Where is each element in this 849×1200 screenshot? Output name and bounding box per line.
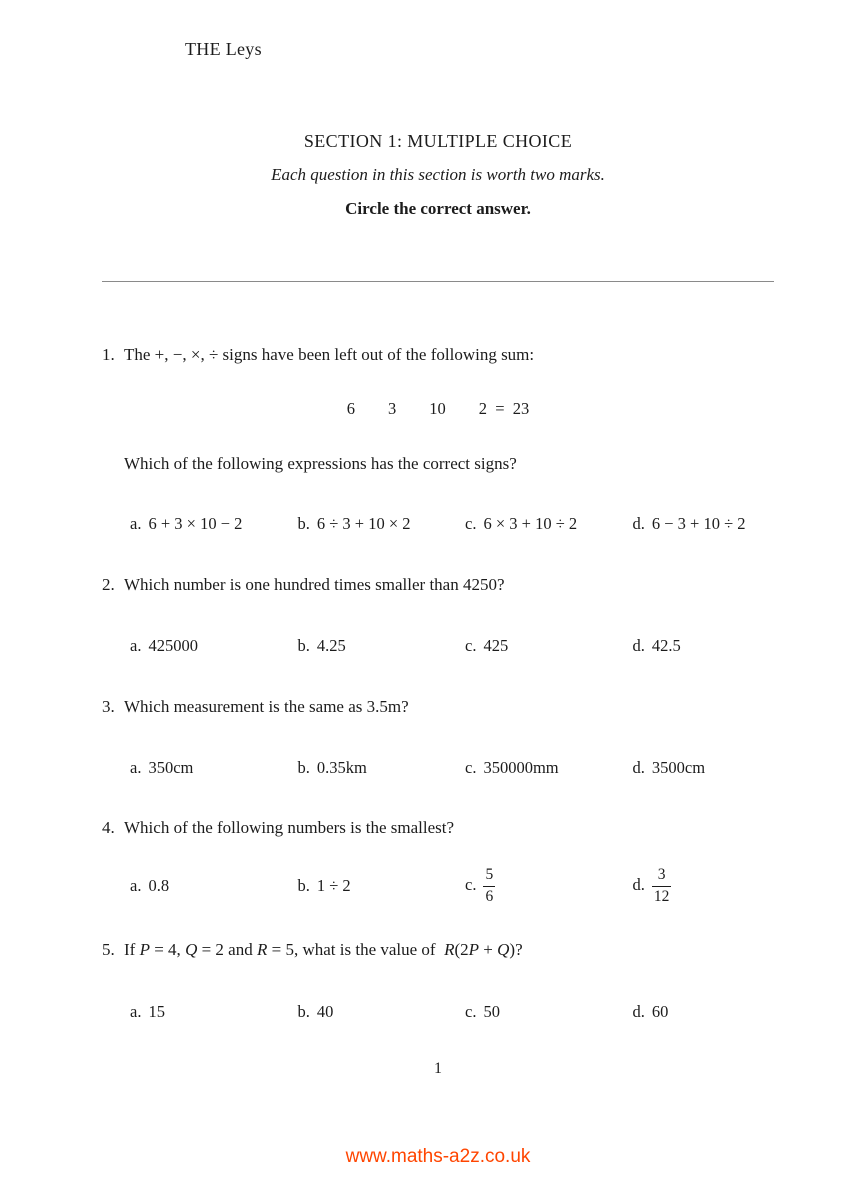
question-text: If P = 4, Q = 2 and R = 5, what is the value of R(2P + Q)? [124,940,523,959]
section-subtitle: Each question in this section is worth two marks. [271,165,605,184]
option-value: 60 [651,1002,669,1021]
option-label: d. [632,636,645,655]
math-variable: P [139,940,150,959]
option-c [465,865,633,906]
option-a [130,514,298,534]
option-value: 425 [483,636,509,655]
footer [102,1146,774,1168]
math-variable: P [468,940,480,959]
section-title: SECTION 1: MULTIPLE CHOICE [303,131,573,151]
option-a [130,636,298,656]
option-value: 6 − 3 + 10 ÷ 2 [651,514,746,533]
question-number: 1. [102,345,115,364]
option-label: a. [130,636,142,655]
fraction-value [652,865,672,906]
option-value: 425000 [148,636,198,655]
option-value: 6 ÷ 3 + 10 × 2 [316,514,411,533]
question-4-options [130,861,789,911]
option-b [298,1002,466,1022]
option-value: 6 × 3 + 10 ÷ 2 [483,514,578,533]
option-value: 40 [316,1002,334,1021]
math-variable: Q [185,940,198,959]
option-value: 6 + 3 × 10 − 2 [148,514,243,533]
option-b [298,876,466,896]
question-text: Which of the following numbers is the smallest? [124,818,455,837]
option-value: 4.25 [316,636,346,655]
option-value: 3500cm [651,758,706,777]
option-label: b. [297,876,310,895]
option-label: d. [632,758,645,777]
fraction-numerator: 3 [657,866,666,884]
question-5 [102,940,774,960]
option-label: a. [130,514,142,533]
question-3 [102,697,774,717]
option-label: b. [297,758,310,777]
question-2 [102,575,774,595]
question-number: 2. [102,575,115,594]
option-label: c. [465,514,477,533]
question-1-options [130,514,789,534]
option-value: 15 [148,1002,165,1021]
option-b [298,636,466,656]
option-value: 1 ÷ 2 [316,876,351,895]
question-5-options [130,1002,789,1022]
option-label: c. [465,874,477,894]
option-label: b. [297,514,310,533]
question-number: 3. [102,697,115,716]
option-label: d. [632,514,645,533]
option-value: 0.8 [148,876,170,895]
question-number: 4. [102,818,115,837]
question-number: 5. [102,940,115,959]
question-text: Which measurement is the same as 3.5m? [124,697,409,716]
option-d [633,636,681,656]
fraction-numerator: 5 [485,866,494,884]
math-variable: Q [497,940,510,959]
fraction-denominator: 12 [652,886,672,907]
section-instruction: Circle the correct answer. [345,199,531,218]
math-variable: R [444,940,455,959]
option-value: 350000mm [483,758,559,777]
math-variable: R [256,940,268,959]
option-a [130,876,298,896]
option-d [633,758,706,778]
option-label: b. [297,636,310,655]
question-2-options [130,636,789,656]
question-text: Which number is one hundred times smaller than 4250? [124,575,505,594]
option-a [130,1002,298,1022]
option-value: 0.35km [316,758,367,777]
question-4 [102,818,774,838]
option-label: c. [465,636,477,655]
option-label: a. [130,1002,142,1021]
option-c [465,636,633,656]
option-b [298,758,466,778]
option-d [633,514,746,534]
option-label: b. [297,1002,310,1021]
option-value: 42.5 [651,636,681,655]
option-label: c. [465,758,477,777]
option-value: 350cm [148,758,194,777]
option-c [465,758,633,778]
question-1-equation: 6 3 10 2 = 23 [346,399,530,418]
question-3-options [130,758,789,778]
page-number: 1 [434,1060,442,1077]
option-label: a. [130,758,142,777]
fraction-denominator: 6 [483,886,495,907]
option-label: c. [465,1002,477,1021]
option-c [465,1002,633,1022]
fraction-value [483,865,495,906]
option-b [298,514,466,534]
question-text: The +, −, ×, ÷ signs have been left out of the following sum: [124,345,535,364]
option-label: a. [130,876,142,895]
option-a [130,758,298,778]
divider-rule [102,281,774,282]
footer-link[interactable]: www.maths-a2z.co.uk [345,1146,531,1167]
option-label: d. [632,1002,645,1021]
option-d [633,865,672,906]
option-label: d. [632,874,645,894]
option-d [633,1002,669,1022]
question-1-followup: Which of the following expressions has the correct signs? [124,454,517,473]
school-name: THE Leys [185,39,262,59]
option-c [465,514,633,534]
option-value: 50 [483,1002,500,1021]
question-1 [102,345,774,365]
